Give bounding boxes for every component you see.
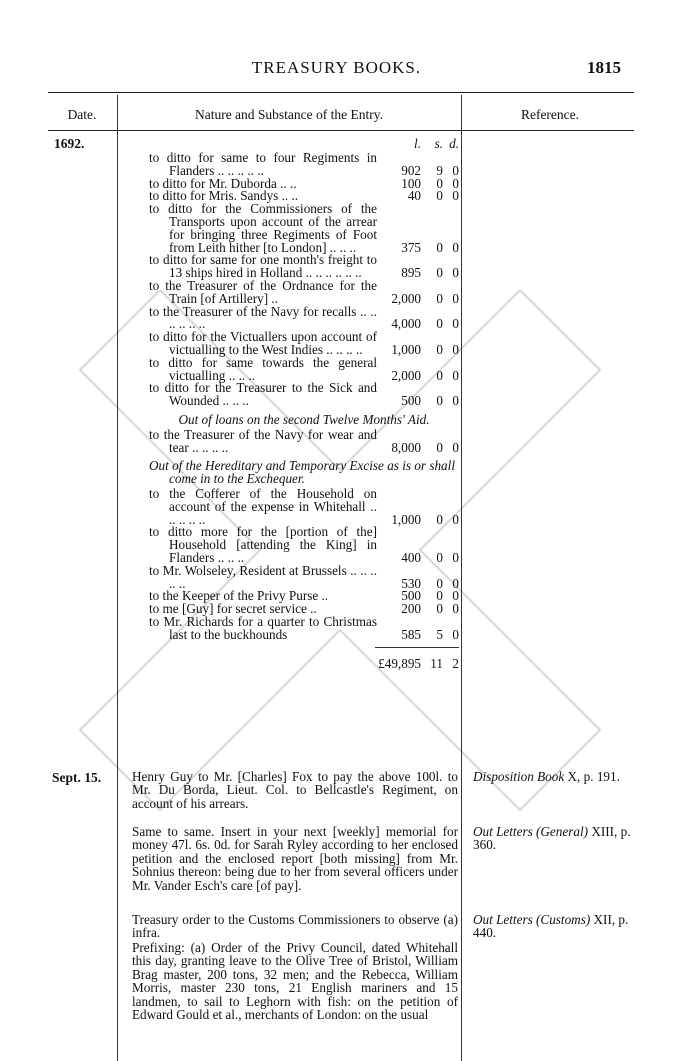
amount-l: 100	[401, 175, 421, 191]
amount-s: 0	[436, 265, 443, 281]
entry-text: to ditto for the Treasurer to the Sick and Wounded .. .. ..	[149, 380, 377, 409]
amount-s: 0	[436, 439, 443, 455]
entry-row	[149, 277, 459, 306]
amount-d: 0	[452, 393, 459, 409]
amount-d: 0	[452, 290, 459, 306]
entry-amount	[377, 267, 459, 280]
amount-l: 500	[401, 588, 421, 604]
amount-s: 0	[436, 549, 443, 565]
amount-d: 0	[452, 549, 459, 565]
column-divider	[117, 95, 118, 1061]
amount-d: 0	[452, 588, 459, 604]
entry-amount	[377, 290, 459, 306]
entry-amount	[377, 367, 459, 383]
entry-text: to ditto for Mr. Duborda .. ..	[149, 175, 297, 191]
entry-text: to Mr. Wolseley, Resident at Brussels .. .. .. .. ..	[149, 562, 377, 591]
entry-text: to ditto more for the [portion of the] Household [attending the King] in Flanders .. .. ..	[149, 524, 377, 565]
entry-text: to the Keeper of the Privy Purse ..	[149, 588, 329, 604]
entry-text: to ditto for same towards the general victualling .. .. ..	[149, 354, 377, 383]
entry-amount	[377, 239, 459, 255]
entry-amount	[377, 511, 459, 527]
entry-row	[149, 254, 459, 280]
entry-date: Sept. 15.	[52, 770, 102, 785]
amount-s: 0	[436, 175, 443, 191]
amount-d: 0	[452, 239, 459, 255]
entry-amount	[377, 190, 459, 203]
amount-l: 2,000	[391, 367, 421, 383]
entries-group	[149, 485, 459, 642]
header-rule-2	[48, 130, 634, 131]
amount-l: 585	[401, 626, 421, 642]
amount-d: 0	[452, 511, 459, 527]
entry-date: 1692.	[54, 136, 85, 151]
amount-d: 0	[452, 188, 459, 204]
amount-d: 0	[452, 439, 459, 455]
amount-l: 8,000	[391, 439, 421, 455]
amount-d: 0	[452, 175, 459, 191]
entry-text: to ditto for Mris. Sandys .. ..	[149, 188, 299, 204]
entry-paragraph: Prefixing: (a) Order of the Privy Council, dated Whitehall this day, granting leave to the Olive Tree of Bristol, William Brag master, 200 tons, 32 men; and the Rebecca, William Morris, master 230 tons, 21 English mariners and 15 landmen, to sail to Leghorn with fish: on the petition of Edward Gould et al., merchants of London: on the usual	[132, 940, 458, 1023]
entry-row	[149, 152, 459, 178]
entry-text: to the Treasurer of the Ordnance for the Train [of Artillery] ..	[149, 277, 377, 306]
entry-reference: Disposition Book X, p. 191.	[473, 769, 620, 784]
entry-text: to ditto for same for one month's freight to 13 ships hired in Holland .. .. .. .. .. ..	[149, 252, 377, 281]
amount-l: 500	[401, 393, 421, 409]
entry-amount	[377, 603, 459, 616]
amount-l: 2,000	[391, 290, 421, 306]
lsd-header: l. s. d.	[414, 136, 459, 151]
amount-s: 0	[436, 290, 443, 306]
amount-d: 0	[452, 162, 459, 178]
amount-s: 0	[436, 588, 443, 604]
entry-row	[149, 382, 459, 408]
entry-amount	[377, 439, 459, 455]
amount-l: 400	[401, 549, 421, 565]
amount-s: 0	[436, 367, 443, 383]
amount-l: 530	[401, 575, 421, 591]
entry-text: to ditto for the Commissioners of the Transports upon account of the arrear for bringing three Regiments of Foot from Leith hither [to London] .. .. ..	[149, 201, 377, 255]
entry-row	[149, 354, 459, 383]
entry-text: to ditto for the Victuallers upon account of victualling to the West Indies .. .. .. ..	[149, 329, 377, 357]
entry-row	[149, 562, 459, 591]
amount-l: 4,000	[391, 316, 421, 332]
entry-row	[149, 331, 459, 357]
entry-text: to the Treasurer of the Navy for recalls .. .. .. .. .. ..	[149, 303, 377, 332]
amount-l: 1,000	[391, 341, 421, 357]
entry-text: to me [Guy] for secret service ..	[149, 601, 317, 617]
entry-paragraph: Same to same. Insert in your next [weekly] memorial for money 47l. 6s. 0d. for Sarah Ryley according to her enclosed petition and the enclosed report [both missing] from Mr. Sohnius thereon: being due to her from several officers under Mr. Vander Esch's care [of pay].	[132, 824, 458, 893]
amount-s: 0	[436, 601, 443, 617]
amount-l: 895	[401, 265, 421, 281]
entry-row	[149, 485, 459, 527]
entry-amount	[377, 395, 459, 408]
entries-group	[149, 152, 459, 408]
column-header-reference: Reference.	[520, 107, 580, 122]
amount-s: 0	[436, 393, 443, 409]
entry-amount	[377, 318, 459, 331]
entry-paragraph: Treasury order to the Customs Commissioners to observe (a) infra.	[132, 912, 458, 941]
entry-amount	[377, 549, 459, 565]
entry-row	[149, 203, 459, 254]
column-header-nature: Nature and Substance of the Entry.	[194, 107, 384, 122]
amount-s: 0	[436, 341, 443, 357]
amount-l: 40	[407, 188, 421, 204]
amount-l: 902	[401, 162, 421, 178]
header-rule	[48, 92, 634, 93]
amount-d: 0	[452, 341, 459, 357]
amount-s: 0	[436, 575, 443, 591]
amount-d: 0	[452, 601, 459, 617]
amount-s: 0	[436, 316, 443, 332]
entry-row	[149, 613, 459, 642]
entries-list	[149, 138, 459, 671]
entry-amount	[377, 626, 459, 642]
page-number: 1815	[587, 58, 621, 77]
amount-l: 1,000	[391, 511, 421, 527]
amount-s: 5	[436, 626, 443, 642]
entry-row	[149, 426, 459, 455]
total-row: £49,895 11 2	[375, 647, 459, 671]
entry-amount	[377, 341, 459, 357]
amount-d: 0	[452, 316, 459, 332]
entry-text: to Mr. Richards for a quarter to Christmas last to the buckhounds	[149, 613, 377, 642]
entry-text: to the Treasurer of the Navy for wear and tear .. .. .. ..	[149, 426, 377, 455]
entry-reference: Out Letters (General) XIII, p. 360.	[473, 824, 631, 853]
column-divider	[461, 95, 462, 1061]
entries-group	[149, 426, 459, 455]
amount-s: 0	[436, 239, 443, 255]
amount-l: 200	[401, 601, 421, 617]
page-title: TREASURY BOOKS.	[251, 58, 422, 77]
entry-text: to ditto for same to four Regiments in Flanders .. .. .. .. ..	[149, 150, 377, 178]
amount-s: 9	[436, 162, 443, 178]
amount-s: 0	[436, 188, 443, 204]
section-heading: Out of loans on the second Twelve Months' Aid.	[178, 411, 430, 427]
entry-reference: Out Letters (Customs) XII, p. 440.	[473, 912, 629, 941]
entry-row	[149, 526, 459, 564]
entry-text: to the Cofferer of the Household on account of the expense in Whitehall .. .. .. .. ..	[149, 485, 377, 527]
entry-row	[149, 303, 459, 332]
amount-l: 375	[401, 239, 421, 255]
amount-d: 0	[452, 575, 459, 591]
entry-paragraph: Henry Guy to Mr. [Charles] Fox to pay the above 100l. to Mr. Du Borda, Lieut. Col. to Bellcastle's Regiment, on account of his arrears.	[132, 769, 458, 811]
column-header-date: Date.	[67, 107, 97, 122]
amount-s: 0	[436, 511, 443, 527]
amount-d: 0	[452, 367, 459, 383]
section-heading: Out of the Hereditary and Temporary Excise as is or shall come in to the Exchequer.	[149, 458, 455, 487]
amount-d: 0	[452, 265, 459, 281]
amount-d: 0	[452, 626, 459, 642]
